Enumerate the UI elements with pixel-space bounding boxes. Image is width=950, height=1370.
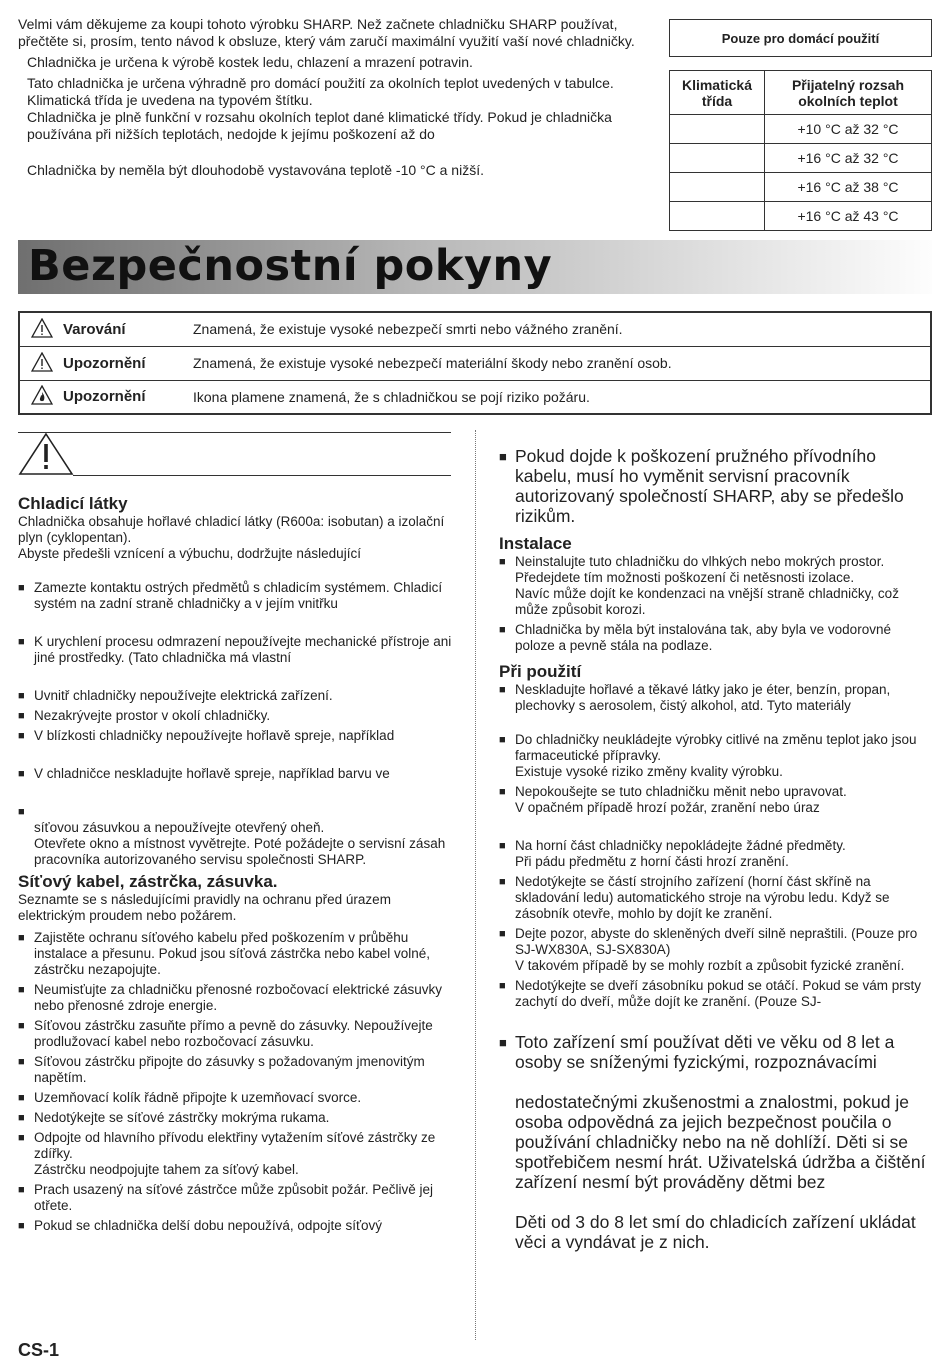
intro-paragraph: Chladnička je určena k výrobě kostek ledu, chlazení a mrazení potravin. bbox=[27, 54, 473, 70]
intro-text bbox=[18, 16, 658, 179]
legend-description: Znamená, že existuje vysoké nebezpečí smrti nebo vážného zranění. bbox=[193, 312, 931, 346]
list-item-text: Do chladničky neukládejte výrobky citlivé na změnu teplot jako jsou farmaceutické přípravky. bbox=[515, 732, 917, 763]
children-list bbox=[499, 1032, 934, 1252]
list-item-text: Zástrčku neodpojujte tahem za síťový kabel. bbox=[34, 1162, 299, 1177]
list-item: ■ Zamezte kontaktu ostrých předmětů s chladicím systémem. Chladicí systém na zadní straně chladničky a v jejím vnitřku bbox=[18, 580, 458, 612]
warning-header-top-rule bbox=[18, 432, 451, 433]
table-cell bbox=[670, 115, 765, 144]
table-header: Přijatelný rozsah okolních teplot bbox=[765, 71, 932, 115]
list-item: ■ Nedotýkejte se síťové zástrčky mokrýma rukama. bbox=[18, 1110, 458, 1126]
refrigerant-list bbox=[18, 580, 458, 612]
intro-paragraph: Velmi vám děkujeme za koupi tohoto výrobku SHARP. Než začnete chladničku SHARP používat, přečtěte si, prosím, tento návod k obsluze, který vám zaručí maximální využití vaší nové chladničky. bbox=[18, 16, 635, 49]
list-item: ■ Nedotýkejte se částí strojního zařízení (horní část skříně na skladování ledu) automatického stroje na výrobu ledu. Když se zásobník otevře, mohlo by dojít ke zranění. bbox=[499, 874, 934, 922]
table-cell: +10 °C až 32 °C bbox=[765, 115, 932, 144]
warning-header bbox=[18, 432, 451, 476]
right-column bbox=[499, 446, 934, 1256]
list-item bbox=[18, 804, 458, 868]
list-item: ■ Zajistěte ochranu síťového kabelu před poškozením v průběhu instalace a přesunu. Pokud jsou síťová zástrčka nebo kabel volné, zástrčku nezapojujte. bbox=[18, 930, 458, 978]
legend-description: Znamená, že existuje vysoké nebezpečí materiální škody nebo zranění osob. bbox=[193, 346, 931, 380]
list-item-text: Odpojte od hlavního přívodu elektřiny vytažením síťové zástrčky ze zdířky. bbox=[34, 1130, 436, 1161]
table-cell: +16 °C až 32 °C bbox=[765, 144, 932, 173]
list-item bbox=[499, 1032, 934, 1252]
section-title-refrigerants: Chladicí látky bbox=[18, 494, 128, 513]
list-item bbox=[499, 926, 934, 974]
caution-triangle-icon bbox=[31, 352, 53, 372]
refrigerant-list bbox=[18, 766, 458, 782]
cable-list bbox=[499, 446, 934, 526]
list-item bbox=[499, 732, 934, 780]
hazard-legend-table bbox=[18, 311, 932, 415]
section-title-usage: Při použití bbox=[499, 662, 582, 681]
paragraph: Chladnička obsahuje hořlavé chladicí látky (R600a: isobutan) a izolační plyn (cyklopentan). bbox=[18, 514, 445, 545]
list-item: ■ V blízkosti chladničky nepoužívejte hořlavě spreje, například bbox=[18, 728, 458, 744]
list-item: ■ Chladnička by měla být instalována tak, aby byla ve vodorovné poloze a pevně stála na podlaze. bbox=[499, 622, 934, 654]
list-item: ■ Nezakrývejte prostor v okolí chladničky. bbox=[18, 708, 458, 724]
table-cell: +16 °C až 43 °C bbox=[765, 202, 932, 231]
legend-icon-cell bbox=[19, 346, 63, 380]
legend-row bbox=[19, 346, 931, 380]
page-title: Bezpečnostní pokyny bbox=[28, 241, 553, 291]
paragraph: Abyste předešli vznícení a výbuchu, dodržujte následující bbox=[18, 546, 361, 561]
list-item-text: Při pádu předmětu z horní části hrozí zranění. bbox=[515, 854, 789, 869]
list-item-text: Neinstalujte tuto chladničku do vlhkých nebo mokrých prostor. Předejdete tím možnosti poškození či netěsnosti izolace. bbox=[515, 554, 885, 585]
list-item: ■ Nedotýkejte se dveří zásobníku pokud se otáčí. Pokud se vám prsty zachytí do dveří, může dojít ke zranění. (Pouze SJ- bbox=[499, 978, 934, 1010]
table-row bbox=[670, 173, 932, 202]
list-item bbox=[499, 838, 934, 870]
column-divider bbox=[475, 430, 476, 1340]
intro-paragraph: Tato chladnička je určena výhradně pro domácí použití za okolních teplot uvedených v tabulce. Klimatická třída je uvedena na typovém štítku. bbox=[27, 75, 614, 108]
table-header: Klimatická třída bbox=[670, 71, 765, 115]
intro-paragraph: Chladnička je plně funkční v rozsahu okolních teplot dané klimatické třídy. Pokud je chladnička používána při nižších teplotách, nedojde k jejímu poškození až do bbox=[27, 109, 612, 142]
table-row bbox=[670, 202, 932, 231]
list-item-text: Děti od 3 do 8 let smí do chladicích zařízení ukládat věci a vyndávat je z nich. bbox=[515, 1212, 916, 1252]
legend-term: Varování bbox=[63, 312, 193, 346]
list-item: ■ Uzemňovací kolík řádně připojte k uzemňovací svorce. bbox=[18, 1090, 458, 1106]
warning-triangle-icon bbox=[18, 432, 74, 476]
list-item-text: Toto zařízení smí používat děti ve věku od 8 let a osoby se sníženými fyzickými, rozpoznávacími bbox=[515, 1032, 895, 1072]
usage-list bbox=[499, 838, 934, 1010]
list-item: ■ Uvnitř chladničky nepoužívejte elektrická zařízení. bbox=[18, 688, 458, 704]
legend-icon-cell bbox=[19, 380, 63, 414]
power-list bbox=[18, 930, 458, 1234]
list-item-text: Navíc může dojít ke kondenzaci na vnější straně chladničky, což může způsobit korozi. bbox=[515, 586, 899, 617]
refrigerant-list bbox=[18, 804, 458, 868]
list-item-text: Na horní část chladničky nepokládejte žádné předměty. bbox=[515, 838, 846, 853]
domestic-use-label: Pouze pro domácí použití bbox=[669, 19, 932, 57]
table-row bbox=[670, 144, 932, 173]
list-item bbox=[499, 554, 934, 618]
legend-description: Ikona plamene znamená, že s chladničkou se pojí riziko požáru. bbox=[193, 380, 931, 414]
usage-list bbox=[499, 732, 934, 816]
list-item: ■ Síťovou zástrčku zasuňte přímo a pevně do zásuvky. Nepoužívejte prodlužovací kabel nebo rozbočovací zásuvku. bbox=[18, 1018, 458, 1050]
list-item-text: V opačném případě hrozí požár, zranění nebo úraz bbox=[515, 800, 820, 815]
list-item bbox=[499, 784, 934, 816]
section-title-installation: Instalace bbox=[499, 534, 572, 553]
refrigerant-list bbox=[18, 688, 458, 744]
list-item: ■ Prach usazený na síťové zástrčce může způsobit požár. Pečlivě jej otřete. bbox=[18, 1182, 458, 1214]
table-cell bbox=[670, 202, 765, 231]
list-item: ■ Pokud se chladnička delší dobu nepoužívá, odpojte síťový bbox=[18, 1218, 458, 1234]
list-item: ■ Pokud dojde k poškození pružného přívodního kabelu, musí ho vyměnit servisní pracovník autorizovaný společností SHARP, aby se předešlo rizikům. bbox=[499, 446, 934, 526]
list-item: ■ Neumisťujte za chladničku přenosné rozbočovací elektrické zásuvky nebo přenosné zdroje energie. bbox=[18, 982, 458, 1014]
list-item: ■ Síťovou zástrčku připojte do zásuvky s požadovaným jmenovitým napětím. bbox=[18, 1054, 458, 1086]
section-title-power: Síťový kabel, zástrčka, zásuvka. bbox=[18, 872, 278, 891]
page-number: CS-1 bbox=[18, 1340, 60, 1360]
table-header-row bbox=[670, 71, 932, 115]
list-item: ■ K urychlení procesu odmrazení nepoužívejte mechanické přístroje ani jiné prostředky. (Tato chladnička má vlastní bbox=[18, 634, 458, 666]
warning-header-bottom-rule bbox=[73, 475, 451, 476]
list-item-text: nedostatečnými zkušenostmi a znalostmi, pokud je osoba odpovědná za jejich bezpečnost poučila o používání chladničky nebo na ně dohlíží. Děti si se spotřebičem nesmí hrát. Uživatelská údržba a čištění zařízení nesmí být prováděny dětmi bez bbox=[515, 1092, 926, 1192]
list-item-text: Nepokoušejte se tuto chladničku měnit nebo upravovat. bbox=[515, 784, 847, 799]
legend-term: Upozornění bbox=[63, 346, 193, 380]
installation-list bbox=[499, 554, 934, 654]
left-column bbox=[18, 486, 458, 1238]
list-item: ■ Neskladujte hořlavé a těkavé látky jako je éter, benzín, propan, plechovky s aerosolem, čistý alkohol, atd. Tyto materiály bbox=[499, 682, 934, 714]
list-item-text: Existuje vysoké riziko změny kvality výrobku. bbox=[515, 764, 783, 779]
list-item: ■ V chladničce neskladujte hořlavě spreje, například barvu ve bbox=[18, 766, 458, 782]
flame-triangle-icon bbox=[31, 385, 53, 405]
legend-row bbox=[19, 312, 931, 346]
table-cell bbox=[670, 173, 765, 202]
list-item-text: Otevřete okno a místnost vyvětrejte. Poté požádejte o servisní zásah pracovníka autorizovaného servisu společnosti SHARP. bbox=[34, 836, 446, 867]
climate-class-table bbox=[669, 70, 932, 231]
list-item-text: V takovém případě by se mohly rozbít a způsobit fyzické zranění. bbox=[515, 958, 905, 973]
legend-row bbox=[19, 380, 931, 414]
warning-triangle-icon bbox=[31, 318, 53, 338]
list-item-text: síťovou zásuvkou a nepoužívejte otevřený oheň. bbox=[34, 820, 325, 835]
title-banner bbox=[18, 240, 932, 294]
usage-list bbox=[499, 682, 934, 714]
intro-paragraph: Chladnička by neměla být dlouhodobě vystavována teplotě -10 °C a nižší. bbox=[27, 162, 484, 178]
paragraph: Seznamte se s následujícími pravidly na ochranu před úrazem elektrickým proudem nebo požárem. bbox=[18, 892, 391, 923]
refrigerant-list bbox=[18, 634, 458, 666]
legend-icon-cell bbox=[19, 312, 63, 346]
list-item bbox=[18, 1130, 458, 1178]
list-item-text: Dejte pozor, abyste do skleněných dveří silně nepraštili. (Pouze pro SJ-WX830A, SJ-SX830A) bbox=[515, 926, 918, 957]
table-row bbox=[670, 115, 932, 144]
table-cell: +16 °C až 38 °C bbox=[765, 173, 932, 202]
legend-term: Upozornění bbox=[63, 380, 193, 414]
table-cell bbox=[670, 144, 765, 173]
